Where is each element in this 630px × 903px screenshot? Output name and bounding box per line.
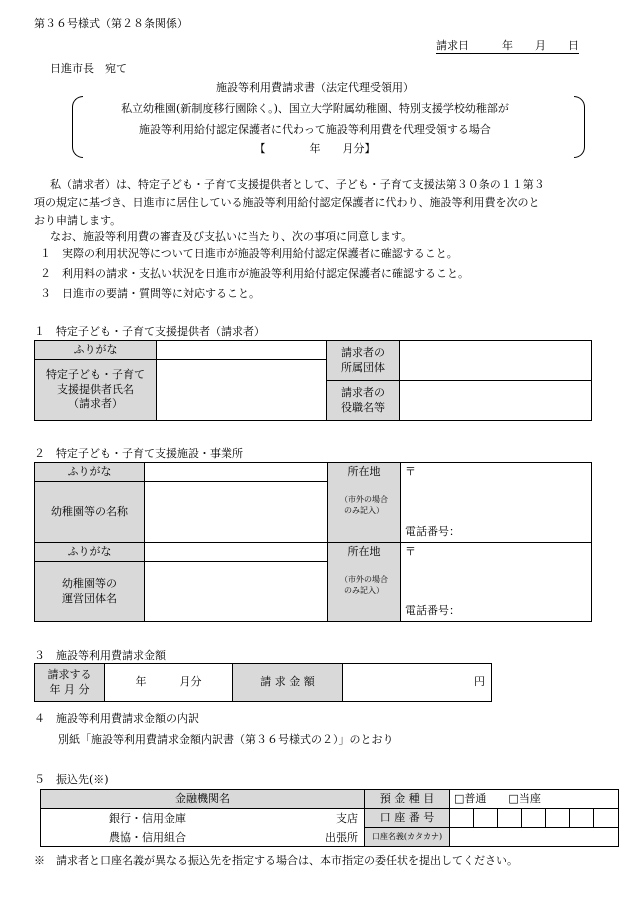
month-label: 請求する 年 月 分: [35, 664, 105, 702]
account-digit-5[interactable]: [546, 809, 570, 828]
section-4-heading: ４ 施設等利用費請求金額の内訳: [34, 712, 199, 725]
section-5-heading: ５ 振込先(※): [34, 773, 109, 786]
deposit-type-label: 預 金 種 目: [365, 790, 450, 809]
address-label-text: 所在地: [347, 545, 381, 558]
operator-furigana-field[interactable]: [145, 543, 328, 562]
branch-label-1: 支店: [336, 812, 359, 825]
furigana-label: ふりがな: [35, 341, 157, 360]
breakdown-text: 別紙「施設等利用費請求金額内訳書（第３６号様式の２）」のとおり: [58, 733, 394, 746]
bank-type-1: 銀行・信用金庫: [109, 812, 186, 825]
operator-address-field[interactable]: [401, 543, 592, 622]
provider-table: [34, 340, 592, 421]
consent-item-3: ３ 日進市の要請・質問等に対応すること。: [40, 287, 260, 300]
request-date: 請求日 年 月 日: [436, 39, 579, 52]
org-field[interactable]: [400, 341, 592, 381]
account-digit-6[interactable]: [570, 809, 594, 828]
consent-item-2: ２ 利用料の請求・支払い状況を日進市が施設等利用給付認定保護者に確認すること。: [40, 267, 469, 280]
address-note: （市外の場合 のみ記入）: [340, 574, 388, 596]
provider-name-field[interactable]: [157, 360, 327, 421]
account-number-label: 口 座 番 号: [365, 809, 450, 828]
bank-type-2: 農協・信用組合: [109, 830, 186, 844]
section-1-heading: １ 特定子ども・子育て支援提供者（請求者）: [34, 325, 265, 338]
operator-name-label: 幼稚園等の 運営団体名: [35, 562, 145, 622]
address-note: （市外の場合 のみ記入）: [340, 494, 388, 516]
address-label-text: 所在地: [347, 465, 381, 478]
paragraph-1-line-3: おり申請します。: [34, 214, 122, 227]
account-digit-2[interactable]: [474, 809, 498, 828]
addressee: 日進市長 宛て: [50, 62, 127, 75]
page-title: 施設等利用費請求書（法定代理受領用）: [216, 81, 414, 94]
account-digit-4[interactable]: [522, 809, 546, 828]
consent-item-1: １ 実際の利用状況等について日進市が施設等利用給付認定保護者に確認すること。: [40, 247, 458, 260]
form-number: 第３６号様式（第２８条関係）: [34, 17, 188, 30]
postal-mark: 〒: [405, 545, 416, 558]
account-digit-1[interactable]: [450, 809, 474, 828]
facility-address-label: [328, 463, 401, 543]
scope-line-1: 私立幼稚園(新制度移行園除く。)、国立大学附属幼稚園、特別支援学校幼稚部が: [121, 102, 509, 115]
branch-label-2: 出張所: [325, 830, 359, 844]
section-3-heading: ３ 施設等利用費請求金額: [34, 649, 166, 662]
provider-furigana-field[interactable]: [157, 341, 327, 360]
month-field[interactable]: 年 月分: [105, 664, 233, 702]
bank-row-1[interactable]: [41, 809, 365, 828]
deposit-type-options[interactable]: □普通 □当座: [450, 790, 619, 809]
org-label: 請求者の 所属団体: [327, 341, 400, 381]
footnote: ※ 請求者と口座名義が異なる振込先を指定する場合は、本市指定の委任状を提出してください。: [34, 854, 518, 867]
account-name-label: 口座名義(カタカナ): [365, 828, 450, 847]
facility-address-field[interactable]: [401, 463, 592, 543]
phone-label: 電話番号：: [405, 525, 460, 539]
section-2-heading: ２ 特定子ども・子育て支援施設・事業所: [34, 447, 243, 460]
paragraph-1-line-1: 私（請求者）は、特定子ども・子育て支援提供者として、子ども・子育て支援法第３０条の１１第３: [50, 178, 545, 191]
operator-name-field[interactable]: [145, 562, 328, 622]
amount-table: [34, 663, 492, 702]
paragraph-2: なお、施設等利用費の審査及び支払いに当たり、次の事項に同意します。: [50, 230, 413, 243]
account-name-field[interactable]: [450, 828, 619, 847]
position-field[interactable]: [400, 381, 592, 421]
facility-furigana-label: ふりがな: [35, 463, 145, 482]
account-digit-7[interactable]: [594, 809, 619, 828]
phone-label: 電話番号：: [405, 604, 460, 618]
provider-name-label: 特定子ども・子育て 支援提供者氏名 （請求者）: [35, 360, 157, 421]
bank-header: 金融機関名: [41, 790, 365, 809]
period-line: 【 年 月分】: [254, 142, 376, 155]
operator-furigana-label: ふりがな: [35, 543, 145, 562]
amount-field[interactable]: 円: [343, 664, 492, 702]
facility-name-field[interactable]: [145, 482, 328, 543]
bank-row-2[interactable]: [41, 828, 365, 847]
facility-name-label: 幼稚園等の名称: [35, 482, 145, 543]
position-label: 請求者の 役職名等: [327, 381, 400, 421]
amount-label: 請 求 金 額: [233, 664, 343, 702]
operator-address-label: [328, 543, 401, 622]
facility-table: [34, 462, 592, 622]
postal-mark: 〒: [405, 465, 416, 478]
paragraph-1-line-2: 項の規定に基づき、日進市に居住している施設等利用給付認定保護者に代わり、施設等利用費を次のと: [34, 196, 540, 209]
facility-furigana-field[interactable]: [145, 463, 328, 482]
account-digit-3[interactable]: [498, 809, 522, 828]
scope-line-2: 施設等利用給付認定保護者に代わって施設等利用費を代理受領する場合: [139, 123, 491, 136]
bank-table: [40, 789, 619, 847]
